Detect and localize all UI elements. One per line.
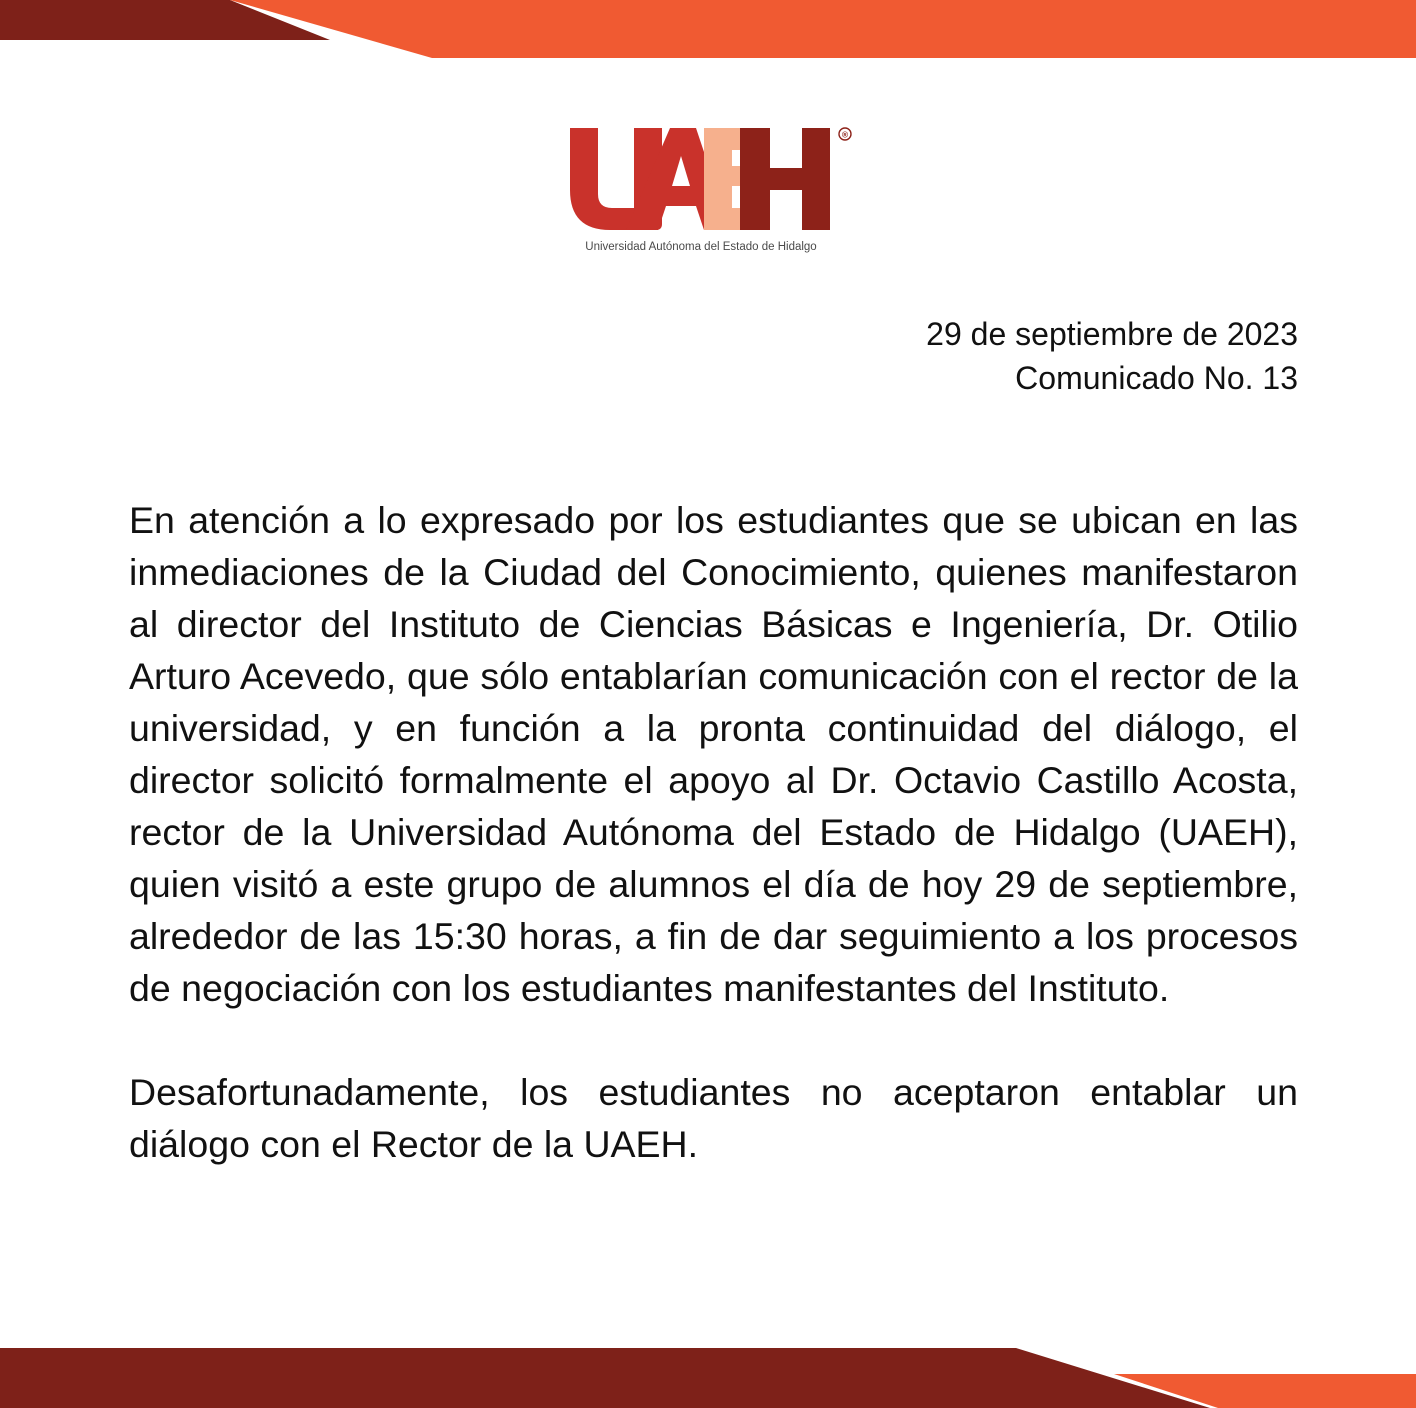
uaeh-logo — [566, 124, 856, 264]
body-paragraph: Desafortunadamente, los estudiantes no aceptaron entablar un diálogo con el Rector de la UAEH. — [129, 1071, 1298, 1165]
document-date: 29 de septiembre de 2023 — [926, 316, 1298, 352]
communique-number: Comunicado No. 13 — [1015, 360, 1298, 396]
top-decorative-band — [0, 0, 1416, 62]
communique-body — [129, 494, 1298, 1170]
document-meta — [926, 312, 1298, 400]
bottom-decorative-band — [0, 1344, 1416, 1408]
logo-tagline: Universidad Autónoma del Estado de Hidalgo — [585, 241, 817, 253]
top-band-orange-stripe — [230, 0, 1416, 58]
bottom-band-dark-stripe — [0, 1348, 1210, 1408]
body-paragraph: En atención a lo expresado por los estudiantes que se ubican en las inmediaciones de la Ciudad del Conocimiento, quienes manifestaron al director del Instituto de Ciencias Básicas e Ingeniería, Dr. Otilio Arturo Acevedo, que sólo entablarían comunicación con el rector de la universidad, y en función a la pronta continuidad del diálogo, el director solicitó formalmente el apoyo al Dr. Octavio Castillo Acosta, rector de la Universidad Autónoma del Estado de Hidalgo (UAEH), quien visitó a este grupo de alumnos el día de hoy 29 de septiembre, alrededor de las 15:30 horas, a fin de dar seguimiento a los procesos de negociación con los estudiantes manifestantes del Instituto. — [129, 499, 1298, 1009]
logo-letter-h — [740, 128, 830, 230]
uaeh-wordmark — [566, 124, 856, 236]
registered-mark: ® — [841, 129, 849, 140]
